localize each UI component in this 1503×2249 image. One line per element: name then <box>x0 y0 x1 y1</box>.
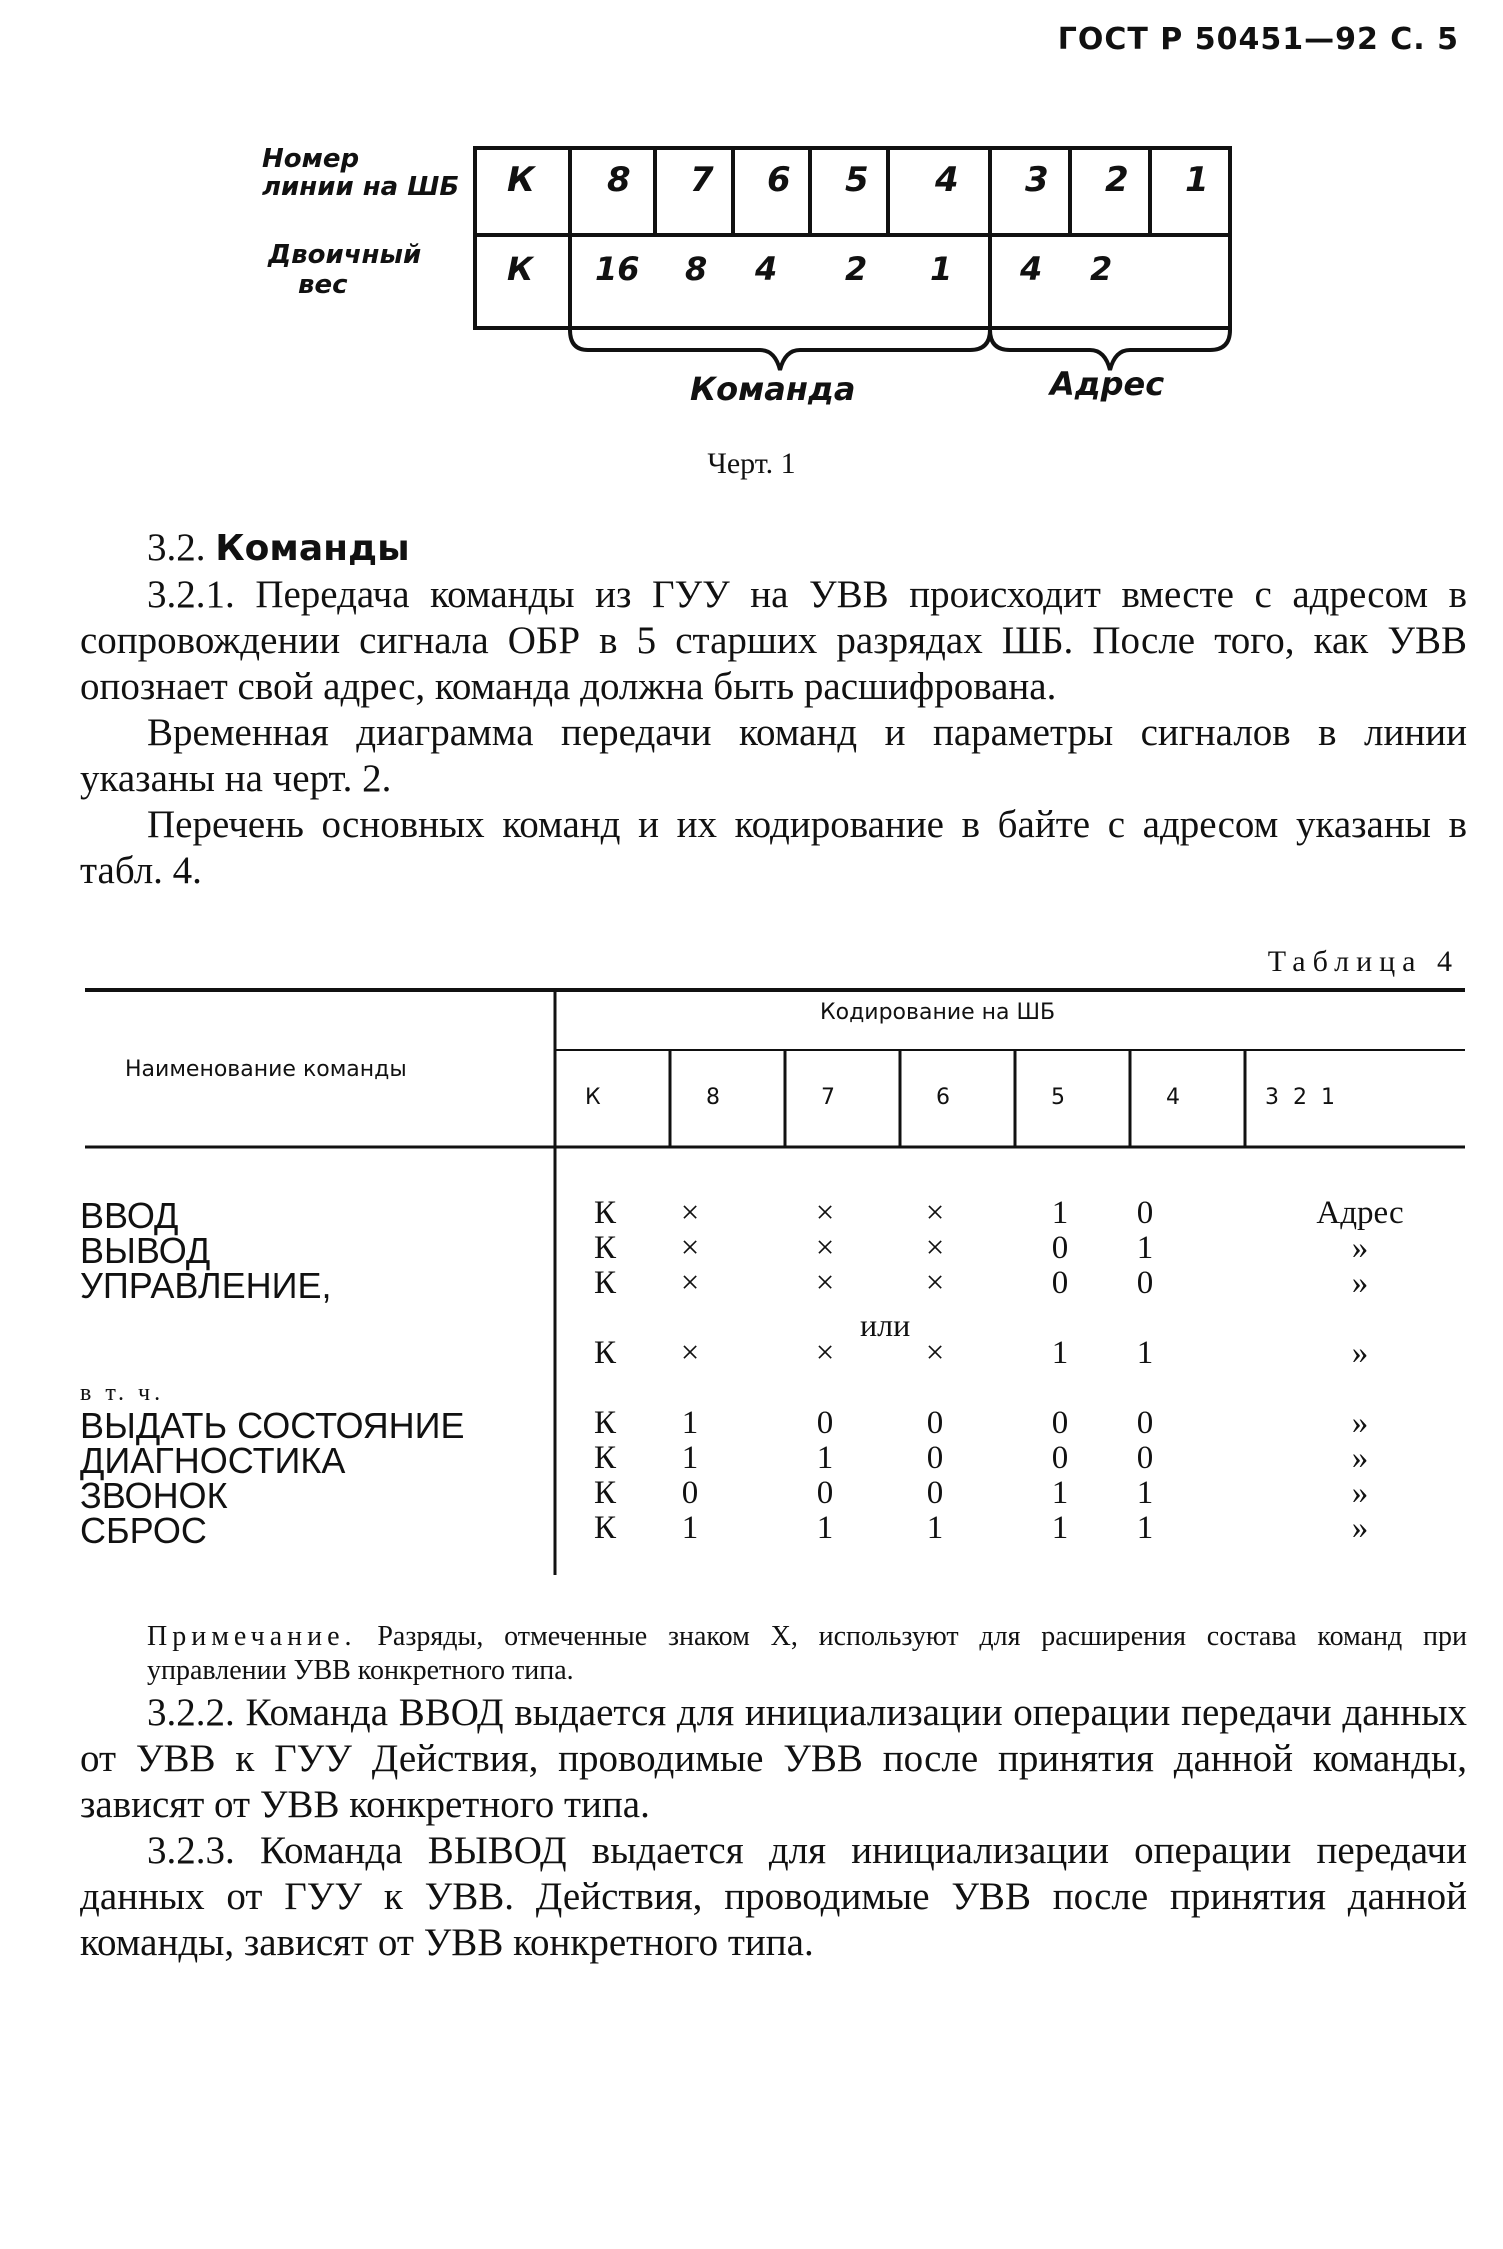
table-cell-c5: 0 <box>1051 1405 1069 1441</box>
table-cell-c5: 0 <box>1051 1440 1069 1476</box>
table-row-name: ВВОД <box>80 1195 179 1236</box>
figure-row2-label-line2: вес <box>298 270 348 300</box>
table-cell-c5: 1 <box>1051 1195 1069 1231</box>
table-cell-address: » <box>1351 1405 1369 1441</box>
table-cell-c5: 0 <box>1051 1230 1069 1266</box>
table-cell-c4: 1 <box>1136 1475 1154 1511</box>
fig-weight-8: 8 <box>685 250 708 288</box>
table-cell-c4: 1 <box>1136 1335 1154 1371</box>
paragraph-3-2-1: 3.2.1. Передача команды из ГУУ на УВВ происходит вместе с адресом в сопровождении сигнала ОБР в 5 старших разрядах ШБ. После того, как УВВ опознает свой адрес, команда должна быть расшифрована. <box>80 573 1467 708</box>
section-title: Команды <box>215 528 410 569</box>
table-row-name: ВЫДАТЬ СОСТОЯНИЕ <box>80 1405 465 1446</box>
table-row-name: ЗВОНОК <box>80 1475 228 1516</box>
table-cell-c8: 1 <box>681 1510 699 1546</box>
table-cell-c6: 0 <box>926 1405 944 1441</box>
table-col-8: 8 <box>706 1085 720 1110</box>
table-cell-c6: × <box>925 1195 945 1231</box>
table-cell-k: К <box>593 1510 616 1546</box>
table-cell-c8: 1 <box>681 1405 699 1441</box>
fig-cell-2: 2 <box>1105 160 1129 200</box>
paragraph-3-2-3: 3.2.3. Команда ВЫВОД выдается для инициализации операции передачи данных от ГУУ к УВВ. Действия, проводимые УВВ после принятия данной команды, зависят от УВВ конкретного типа. <box>80 1829 1467 1964</box>
fig-cell-3: 3 <box>1025 160 1049 200</box>
fig-weight-4b: 4 <box>1020 250 1043 288</box>
table-cell-c7: 0 <box>816 1475 834 1511</box>
fig-cell-7: 7 <box>690 160 714 200</box>
table-cell-c4: 0 <box>1136 1405 1154 1441</box>
table-cell-c6: 0 <box>926 1475 944 1511</box>
table-cell-c7: × <box>815 1230 835 1266</box>
table-cell-c6: × <box>925 1335 945 1371</box>
table-cell-c6: 0 <box>926 1440 944 1476</box>
table-cell-c5: 0 <box>1051 1265 1069 1301</box>
fig-weight-k: К <box>507 250 534 288</box>
paragraph-timing: Временная диаграмма передачи команд и параметры сигналов в линии указаны на черт. 2. <box>80 711 1467 800</box>
table-cell-c7: 1 <box>816 1440 834 1476</box>
table-cell-c8: × <box>680 1335 700 1371</box>
table-cell-address: » <box>1351 1335 1369 1371</box>
fig-weight-16: 16 <box>595 250 640 288</box>
fig-cell-5: 5 <box>845 160 869 200</box>
table-cell-c5: 1 <box>1051 1475 1069 1511</box>
table-caption: Таблица 4 <box>1267 945 1459 978</box>
table-row-name: ВЫВОД <box>80 1230 211 1271</box>
section-body <box>80 572 1467 894</box>
table-cell-c7: × <box>815 1195 835 1231</box>
table-col-321: 3 2 1 <box>1265 1085 1335 1110</box>
table-cell-c5: 1 <box>1051 1335 1069 1371</box>
table-cell-address: Адрес <box>1316 1195 1404 1231</box>
table-cell-c4: 0 <box>1136 1195 1154 1231</box>
table-cell-c4: 1 <box>1136 1230 1154 1266</box>
table-cell-address: » <box>1351 1510 1369 1546</box>
table-cell-address: » <box>1351 1230 1369 1266</box>
note-label: Примечание. <box>147 1621 357 1652</box>
figure-row1-label-line1: Номер <box>262 144 360 174</box>
figure-row1 <box>475 160 1230 220</box>
fig-cell-4: 4 <box>935 160 959 200</box>
fig-weight-2: 2 <box>845 250 868 288</box>
figure-row1-label <box>262 145 459 201</box>
fig-cell-6: 6 <box>767 160 791 200</box>
fig-cell-k: К <box>507 160 535 200</box>
table-note <box>147 1620 1467 1688</box>
table-col-5: 5 <box>1051 1085 1065 1110</box>
table-cell-c4: 0 <box>1136 1440 1154 1476</box>
table-row-name: ДИАГНОСТИКА <box>80 1440 346 1481</box>
table-cell-address: » <box>1351 1440 1369 1476</box>
note-text: Разряды, отмеченные знаком Х, используют для расширения состава команд при управлении УВВ конкретного типа. <box>147 1621 1467 1686</box>
closing-body <box>80 1690 1467 1966</box>
table-cell-address: » <box>1351 1265 1369 1301</box>
figure-caption: Черт. 1 <box>707 447 796 480</box>
table-cell-k: К <box>593 1230 616 1266</box>
page-header: ГОСТ Р 50451—92 С. 5 <box>1057 22 1459 57</box>
figure-row2 <box>475 250 1230 310</box>
table-cell-k: К <box>593 1335 616 1371</box>
table-cell-c7: 0 <box>816 1405 834 1441</box>
fig-weight-4: 4 <box>755 250 778 288</box>
section-number: 3.2. <box>147 526 206 569</box>
table-cell-k: К <box>593 1195 616 1231</box>
brace-label-command: Команда <box>690 370 856 408</box>
table-cell-c5: 1 <box>1051 1510 1069 1546</box>
table-cell-k: К <box>593 1475 616 1511</box>
fig-weight-1: 1 <box>930 250 953 288</box>
brace-label-address: Адрес <box>1050 365 1165 403</box>
table-cell-k: К <box>593 1405 616 1441</box>
table-row-name: СБРОС <box>80 1510 207 1551</box>
table-header-name: Наименование команды <box>125 1057 407 1082</box>
table-cell-c7: × <box>815 1265 835 1301</box>
paragraph-command-list: Перечень основных команд и их кодирование в байте с адресом указаны в табл. 4. <box>80 803 1467 892</box>
table-cell-c8: × <box>680 1195 700 1231</box>
table-col-4: 4 <box>1166 1085 1180 1110</box>
figure-row1-label-line2: линии на ШБ <box>262 172 460 202</box>
fig-cell-1: 1 <box>1185 160 1209 200</box>
table-cell-c8: × <box>680 1230 700 1266</box>
paragraph-3-2-2: 3.2.2. Команда ВВОД выдается для инициализации операции передачи данных от УВВ к ГУУ Действия, проводимые УВВ после принятия данной команды, зависят от УВВ конкретного типа. <box>80 1691 1467 1826</box>
section-heading <box>147 525 410 570</box>
table-cell-c8: 0 <box>681 1475 699 1511</box>
table-cell-c4: 0 <box>1136 1265 1154 1301</box>
table-cell-c7: × <box>815 1335 835 1371</box>
table-header-group: Кодирование на ШБ <box>820 1000 1056 1025</box>
table-cell-c6: × <box>925 1230 945 1266</box>
table-cell-k: К <box>593 1265 616 1301</box>
table-col-6: 6 <box>936 1085 950 1110</box>
table-cell-c6: 1 <box>926 1510 944 1546</box>
table-cell-c4: 1 <box>1136 1510 1154 1546</box>
fig-weight-2b: 2 <box>1090 250 1113 288</box>
fig-cell-8: 8 <box>607 160 631 200</box>
figure-row2-label-line1: Двоичный <box>268 240 422 270</box>
table-row-name: УПРАВЛЕНИЕ, <box>80 1265 332 1306</box>
table-cell-k: К <box>593 1440 616 1476</box>
table-cell-address: » <box>1351 1475 1369 1511</box>
table-col-k: К <box>585 1085 601 1110</box>
table-cell-c8: 1 <box>681 1440 699 1476</box>
table-cell-c7: 1 <box>816 1510 834 1546</box>
table-cell-c8: × <box>680 1265 700 1301</box>
table-subheading: в т. ч. <box>80 1380 165 1406</box>
figure-row2-label <box>268 240 421 300</box>
table-or: или <box>860 1307 911 1343</box>
table-col-7: 7 <box>821 1085 835 1110</box>
table-cell-c6: × <box>925 1265 945 1301</box>
